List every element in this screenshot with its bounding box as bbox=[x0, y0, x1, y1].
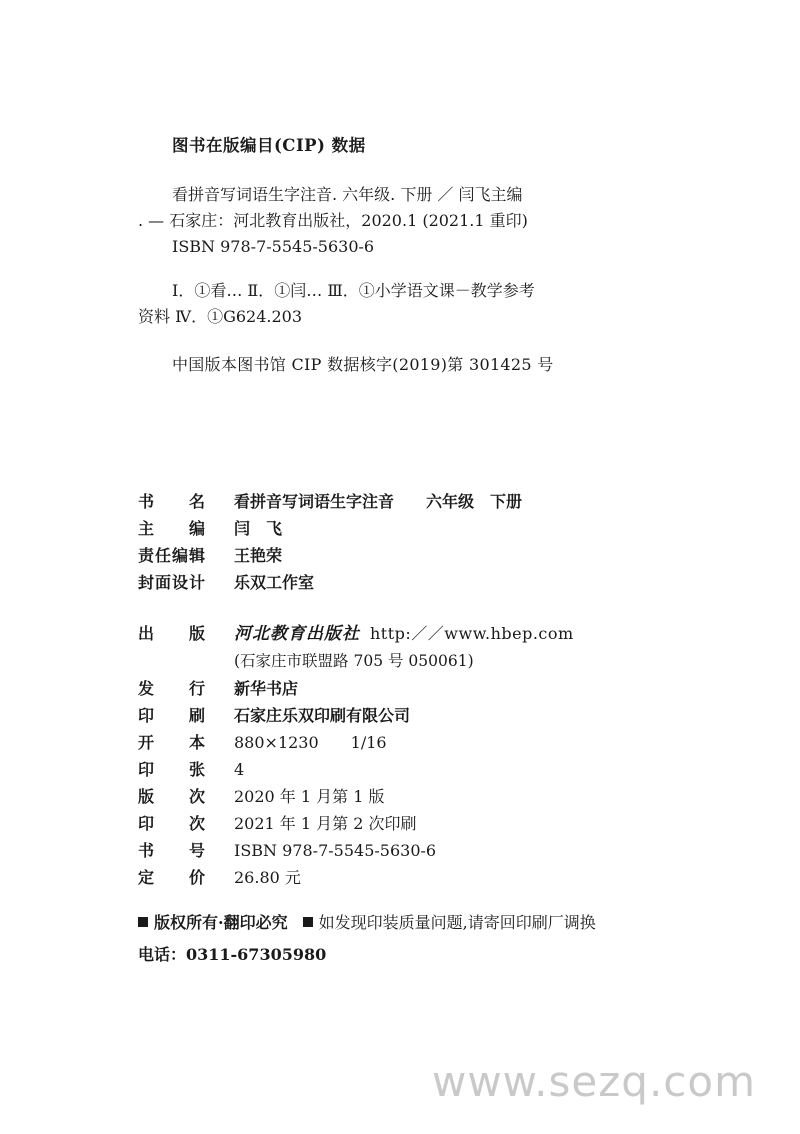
square-bullet-icon bbox=[303, 917, 313, 927]
row-value: 王艳荣 bbox=[234, 546, 283, 565]
publisher-name: 河北教育出版社 bbox=[234, 624, 360, 644]
cip-line-isbn: ISBN 978-7-5545-5630-6 bbox=[172, 237, 375, 256]
row-value: 2021 年 1 月第 2 次印刷 bbox=[234, 814, 417, 833]
row-label: 印 刷 bbox=[138, 706, 207, 725]
row-label: 主 编 bbox=[138, 519, 207, 538]
row-value: 闫 飞 bbox=[234, 519, 283, 538]
row-value: 2020 年 1 月第 1 版 bbox=[234, 787, 385, 806]
copyright-notice bbox=[138, 908, 698, 970]
copyright-text: 版权所有·翻印必究 bbox=[154, 913, 288, 932]
row-value: 看拼音写词语生字注音 六年级 下册 bbox=[234, 492, 523, 511]
cip-spacer bbox=[138, 260, 678, 278]
colophon-row bbox=[138, 569, 698, 596]
phone-text: 电话：0311-67305980 bbox=[138, 945, 327, 964]
quality-text: 如发现印装质量问题,请寄回印刷厂调换 bbox=[318, 913, 596, 932]
colophon-row bbox=[138, 675, 698, 702]
cip-line-publisher: . — 石家庄：河北教育出版社，2020.1 (2021.1 重印) bbox=[138, 211, 528, 230]
colophon-block bbox=[138, 488, 698, 891]
row-value: 石家庄乐双印刷有限公司 bbox=[234, 706, 411, 725]
cip-block bbox=[138, 132, 678, 375]
cip-core-number: 中国版本图书馆 CIP 数据核字(2019)第 301425 号 bbox=[172, 355, 554, 374]
row-label: 出 版 bbox=[138, 624, 207, 643]
colophon-row bbox=[138, 702, 698, 729]
row-value: ISBN 978-7-5545-5630-6 bbox=[234, 841, 437, 860]
cip-line-classification: Ⅰ．①看… Ⅱ．①闫… Ⅲ．①小学语文课－教学参考 bbox=[172, 281, 535, 300]
cip-line-title: 看拼音写词语生字注音. 六年级. 下册 ／ 闫飞主编 bbox=[172, 185, 523, 204]
row-label: 定 价 bbox=[138, 868, 207, 887]
colophon-row bbox=[138, 729, 698, 756]
publisher-row bbox=[138, 620, 698, 648]
notice-line-1 bbox=[138, 908, 698, 938]
colophon-row bbox=[138, 515, 698, 542]
row-value: 26.80 元 bbox=[234, 868, 301, 887]
row-value: 新华书店 bbox=[234, 679, 299, 698]
colophon-spacer bbox=[138, 596, 698, 620]
cip-heading: 图书在版编目(CIP) 数据 bbox=[172, 136, 366, 155]
watermark: www.sezq.com bbox=[431, 1057, 756, 1106]
row-label: 印 张 bbox=[138, 760, 207, 779]
colophon-row bbox=[138, 488, 698, 515]
row-label: 版 次 bbox=[138, 787, 207, 806]
publisher-address: (石家庄市联盟路 705 号 050061) bbox=[234, 652, 474, 670]
colophon-row bbox=[138, 542, 698, 569]
row-label: 封面设计 bbox=[138, 573, 207, 592]
row-label: 发 行 bbox=[138, 679, 207, 698]
row-value: 880×1230 1/16 bbox=[234, 733, 387, 752]
row-value: 4 bbox=[234, 760, 245, 779]
row-label: 书 号 bbox=[138, 841, 207, 860]
colophon-row bbox=[138, 783, 698, 810]
colophon-row bbox=[138, 810, 698, 837]
row-label: 责任编辑 bbox=[138, 546, 207, 565]
colophon-row bbox=[138, 864, 698, 891]
row-value: 乐双工作室 bbox=[234, 573, 315, 592]
colophon-row bbox=[138, 837, 698, 864]
publisher-url: http:／／www.hbep.com bbox=[370, 624, 574, 643]
square-bullet-icon bbox=[138, 917, 148, 927]
cip-line-classification-cont: 资料 Ⅳ．①G624.203 bbox=[138, 307, 303, 326]
row-label: 开 本 bbox=[138, 733, 207, 752]
row-label: 印 次 bbox=[138, 814, 207, 833]
row-label: 书 名 bbox=[138, 492, 207, 511]
colophon-row bbox=[138, 756, 698, 783]
